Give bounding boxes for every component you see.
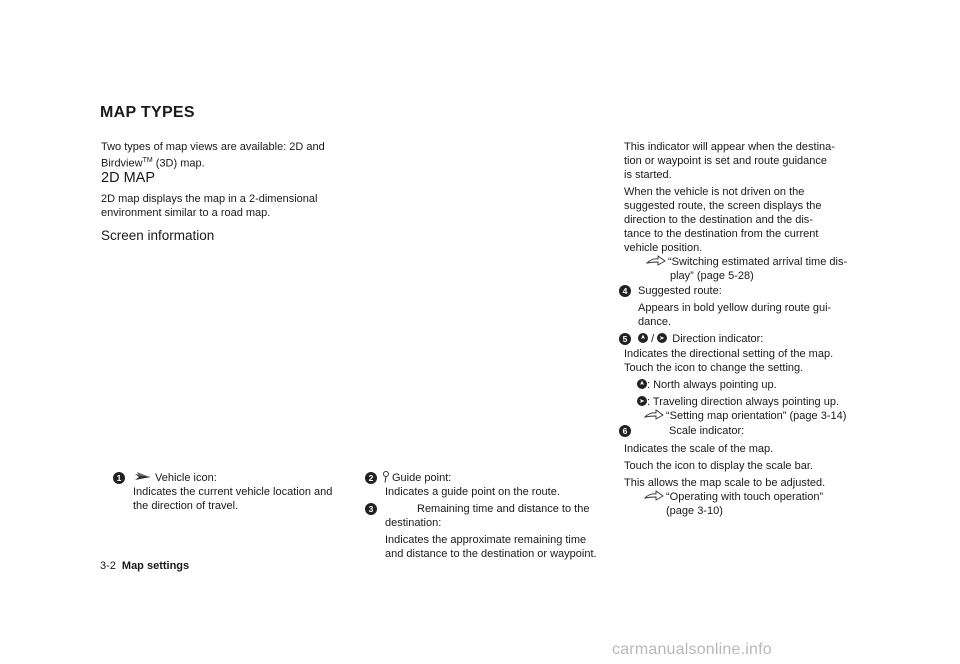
section-2d-line-2: environment similar to a road map. <box>101 207 271 219</box>
intro-line-1: Two types of map views are available: 2D and <box>101 141 325 153</box>
item-3-cont-p1-1: This indicator will appear when the destina- <box>624 141 835 153</box>
item-3-ref-line-1 <box>624 255 854 269</box>
north-up-icon <box>637 379 647 389</box>
vehicle-icon <box>133 471 153 482</box>
item-3-desc-2: and distance to the destination or waypoint. <box>385 548 597 560</box>
screen-info-title: Screen information <box>101 228 215 243</box>
section-2d-text <box>101 192 317 220</box>
item-3-ref-2: play” (page 5-28) <box>670 270 754 282</box>
item-3-cont-p1-3: is started. <box>624 169 672 181</box>
page-reference-icon <box>646 255 666 266</box>
item-4-desc-2: dance. <box>638 316 672 328</box>
item-5-label: Direction indicator: <box>672 333 764 345</box>
item-1-label-line <box>133 471 332 485</box>
item-6-desc-3: This allows the map scale to be adjusted. <box>624 477 826 489</box>
trademark-symbol: TM <box>142 157 153 164</box>
north-up-icon <box>638 333 648 343</box>
item-3-cont-p1-2: tion or waypoint is set and route guidance <box>624 155 828 167</box>
item-number-5: 5 <box>619 333 631 345</box>
item-3 <box>385 502 597 561</box>
intro-birdview: Birdview <box>101 157 143 170</box>
item-3-cont-p2-1: When the vehicle is not driven on the <box>624 186 805 198</box>
item-3-label: Remaining time and distance to the <box>417 503 590 515</box>
item-5 <box>638 332 858 346</box>
heading-up-icon <box>657 333 667 343</box>
page-reference-icon <box>644 490 664 501</box>
item-3-cont-p2-2: suggested route, the screen displays the <box>624 200 822 212</box>
intro-3d: (3D) map. <box>152 157 205 170</box>
item-5-desc-1: Indicates the directional setting of the map. <box>624 348 834 360</box>
item-2-label: Guide point: <box>392 472 452 484</box>
item-number-4: 4 <box>619 285 631 297</box>
section-2d-line-1: 2D map displays the map in a 2-dimensional <box>101 193 318 205</box>
item-number-1: 1 <box>113 472 125 484</box>
item-6-ref-line <box>624 490 858 504</box>
item-5-ref: “Setting map orientation” (page 3-14) <box>666 410 847 422</box>
item-3-cont-p2-5: vehicle position. <box>624 242 703 254</box>
item-3-continuation <box>624 140 854 283</box>
page-reference-icon <box>644 409 664 420</box>
page-heading: MAP TYPES <box>100 104 195 121</box>
item-1 <box>133 471 332 513</box>
item-3-ref-1: “Switching estimated arrival time dis- <box>668 256 848 268</box>
item-5-label-line <box>638 332 858 346</box>
item-3-label-2: destination: <box>385 517 442 529</box>
item-number-2: 2 <box>365 472 377 484</box>
intro-paragraph <box>101 140 325 171</box>
item-6-desc <box>624 442 858 518</box>
item-3-cont-p2-4: tance to the destination from the current <box>624 228 819 240</box>
page-number: 3-2 <box>100 560 116 572</box>
item-2 <box>382 471 560 499</box>
item-4-label: Suggested route: <box>638 285 722 297</box>
watermark: carmanualsonline.info <box>612 641 772 658</box>
item-1-label: Vehicle icon: <box>155 472 217 484</box>
item-5-north-line <box>624 378 858 392</box>
footer-section: Map settings <box>121 560 190 572</box>
item-1-desc-1: Indicates the current vehicle location and <box>133 486 333 498</box>
item-4 <box>638 284 856 329</box>
item-2-label-line <box>382 471 560 485</box>
item-5-heading-line <box>624 395 858 409</box>
guide-point-icon <box>382 471 390 483</box>
item-5-desc-2: Touch the icon to change the setting. <box>624 362 804 374</box>
item-number-3: 3 <box>365 503 377 515</box>
item-5-desc <box>624 347 858 423</box>
item-6-label: Scale indicator: <box>669 425 745 437</box>
item-4-desc-1: Appears in bold yellow during route gui- <box>638 302 832 314</box>
section-2d-title: 2D MAP <box>101 170 155 186</box>
item-5-ref-line <box>624 409 858 423</box>
item-2-desc-1: Indicates a guide point on the route. <box>385 486 560 498</box>
item-5-slash: / <box>651 333 655 345</box>
item-5-north-text: : North always pointing up. <box>647 379 777 391</box>
item-3-cont-p2-3: direction to the destination and the dis- <box>624 214 813 226</box>
item-3-desc-1: Indicates the approximate remaining time <box>385 534 587 546</box>
item-6-desc-1: Indicates the scale of the map. <box>624 443 774 455</box>
item-5-heading-text: : Traveling direction always pointing up. <box>647 396 839 408</box>
intro-line-2 <box>101 154 325 171</box>
item-6-desc-2: Touch the icon to display the scale bar. <box>624 460 813 472</box>
item-6-ref-2: (page 3-10) <box>666 505 723 517</box>
page-footer <box>100 560 189 572</box>
item-number-6: 6 <box>619 425 631 437</box>
heading-up-icon <box>637 396 647 406</box>
item-6-ref-1: “Operating with touch operation” <box>666 491 824 503</box>
item-1-desc-2: the direction of travel. <box>133 500 239 512</box>
